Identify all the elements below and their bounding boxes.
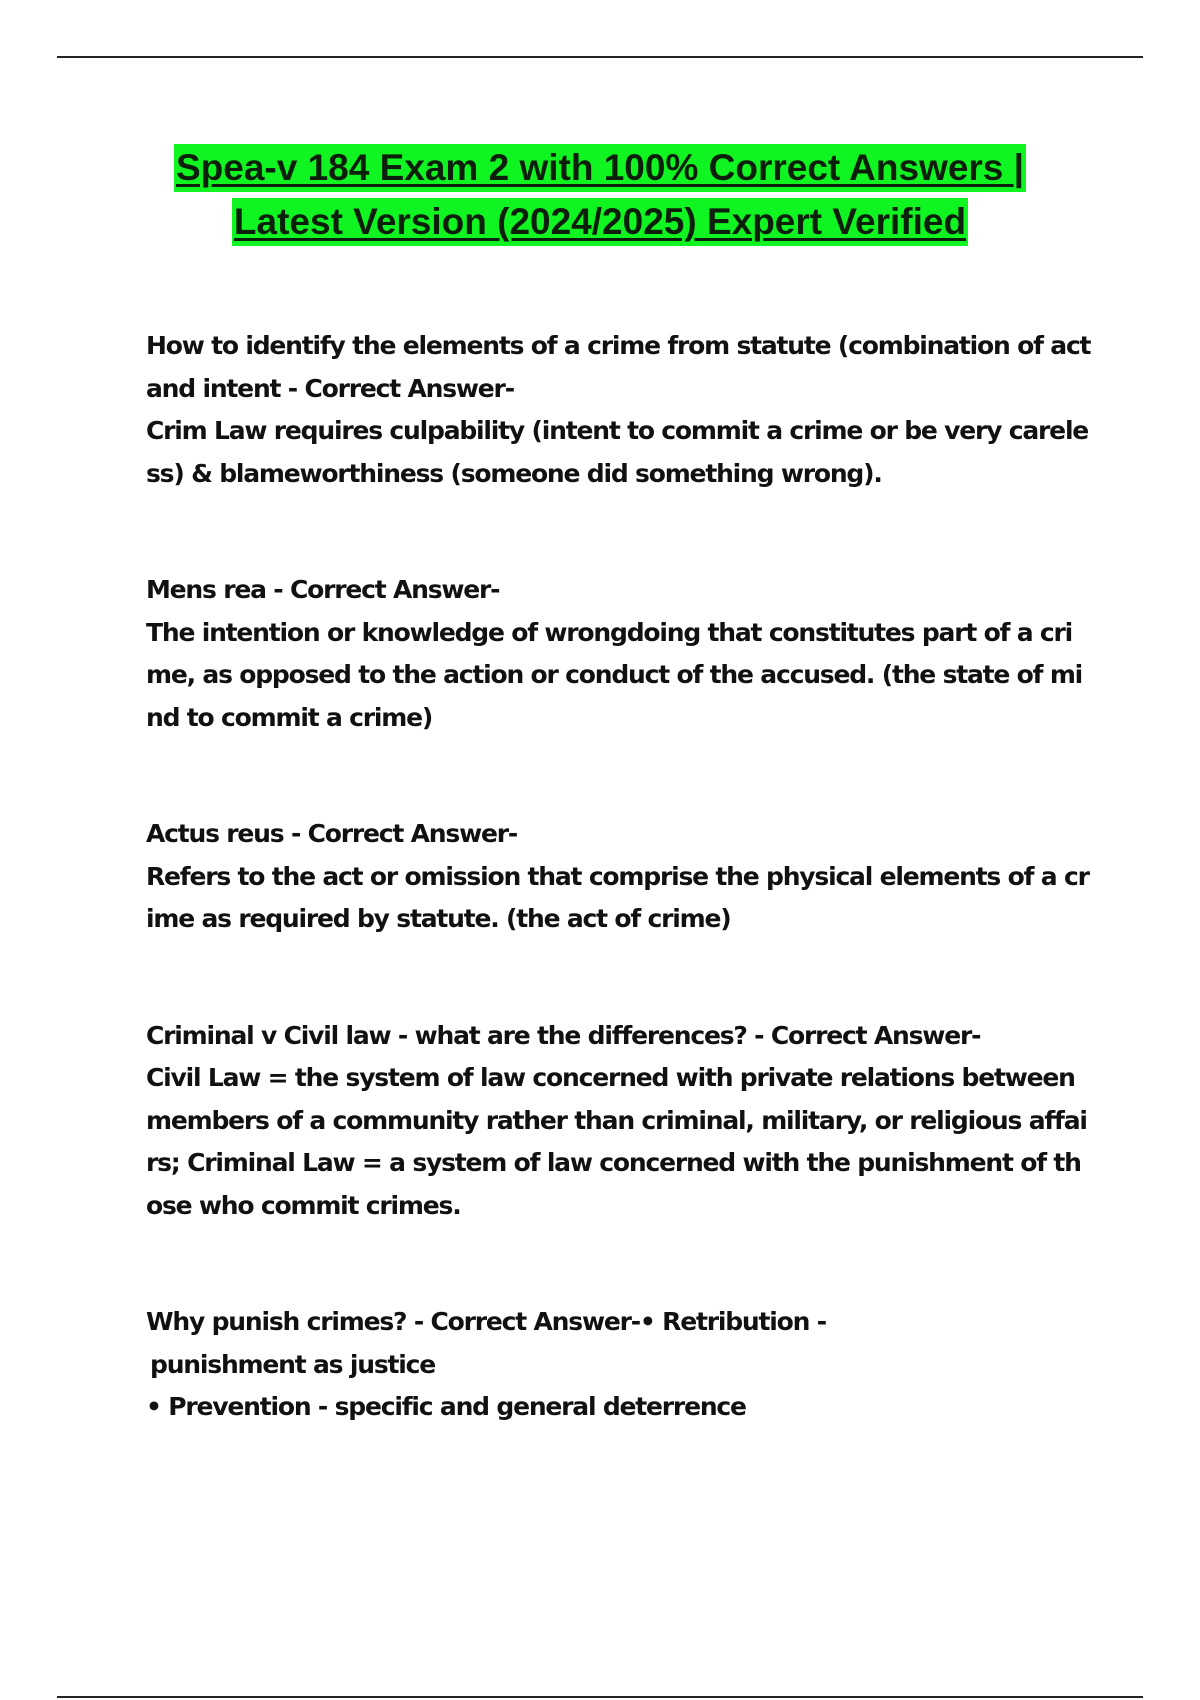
qa-entry <box>146 1301 1096 1429</box>
answer-text: punishment as justice <box>150 1349 435 1379</box>
title-line-1: Spea-v 184 Exam 2 with 100% Correct Answers | <box>174 144 1026 192</box>
answer-text: Refers to the act or omission that comprise the physical elements of a crime as required by statute. (the act of crime) <box>146 861 1089 933</box>
document-title <box>0 144 1200 252</box>
question-text: Actus reus - Correct Answer- <box>146 819 518 848</box>
title-line-2: Latest Version (2024/2025) Expert Verified <box>232 198 968 246</box>
qa-entry <box>146 569 1096 739</box>
bullet-item: • Prevention - specific and general deterrence <box>146 1392 746 1421</box>
question-text: Mens rea - Correct Answer- <box>146 575 500 604</box>
qa-entry <box>146 1015 1096 1228</box>
qa-entry <box>146 813 1096 941</box>
answer-text: Crim Law requires culpability (intent to commit a crime or be very careless) & blameworthiness (someone did something wrong). <box>146 416 1089 488</box>
bottom-rule <box>57 1696 1143 1698</box>
qa-entry <box>146 325 1096 495</box>
question-text: Criminal v Civil law - what are the differences? - Correct Answer- <box>146 1020 981 1050</box>
top-rule <box>57 56 1143 58</box>
answer-text: Civil Law = the system of law concerned with private relations between members of a community rather than criminal, military, or religious affairs; Criminal Law = a system of law concerned with the punishment of those who commit crimes. <box>146 1063 1087 1220</box>
question-text: Why punish crimes? - Correct Answer-• Retribution - <box>146 1307 826 1336</box>
question-text: How to identify the elements of a crime from statute (combination of act and intent - Correct Answer- <box>146 331 1091 403</box>
answer-text: The intention or knowledge of wrongdoing that constitutes part of a crime, as opposed to the action or conduct of the accused. (the state of mind to commit a crime) <box>146 617 1083 732</box>
document-body <box>146 325 1096 1503</box>
